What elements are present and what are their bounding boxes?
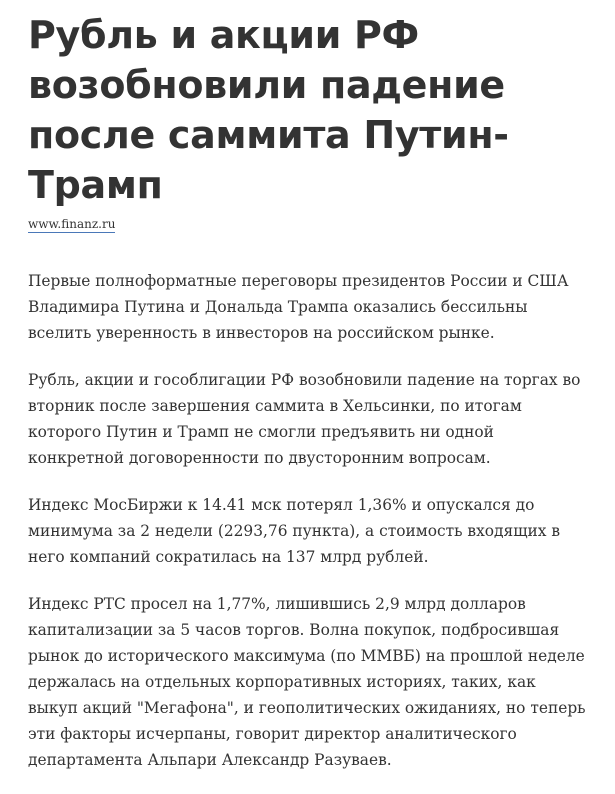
article-paragraph-4: Индекс РТС просел на 1,77%, лишившись 2,9 млрд долларов капитализации за 5 часов торгов. Волна покупок, подбросившая рынок до исторического максимума (по ММВБ) на прошлой неделе держалась на отдельных корпоративных историях, таких, как выкуп акций "Мегафона", и геополитических ожиданиях, но теперь эти факторы исчерпаны, говорит директор аналитического департамента Альпари Александр Разуваев. — [28, 595, 586, 769]
article-paragraph-2: Рубль, акции и гособлигации РФ возобновили падение на торгах во вторник после завершения саммита в Хельсинки, по итогам которого Путин и Трамп не смогли предъявить ни одной конкретной договоренности по двусторонним вопросам. — [28, 371, 581, 467]
article-headline: Рубль и акции РФ возобновили падение после саммита Путин-Трамп — [28, 13, 509, 207]
article-body — [28, 268, 588, 773]
source-link[interactable]: www.finanz.ru — [28, 217, 116, 231]
article-paragraph-1: Первые полноформатные переговоры президентов России и США Владимира Путина и Дональда Трампа оказались бессильны вселить уверенность в инвесторов на российском рынке. — [28, 272, 569, 342]
article-paragraph-3: Индекс МосБиржи к 14.41 мск потерял 1,36% и опускался до минимума за 2 недели (2293,76 пункта), а стоимость входящих в него компаний сократилась на 137 млрд рублей. — [28, 496, 561, 566]
article — [28, 10, 588, 794]
